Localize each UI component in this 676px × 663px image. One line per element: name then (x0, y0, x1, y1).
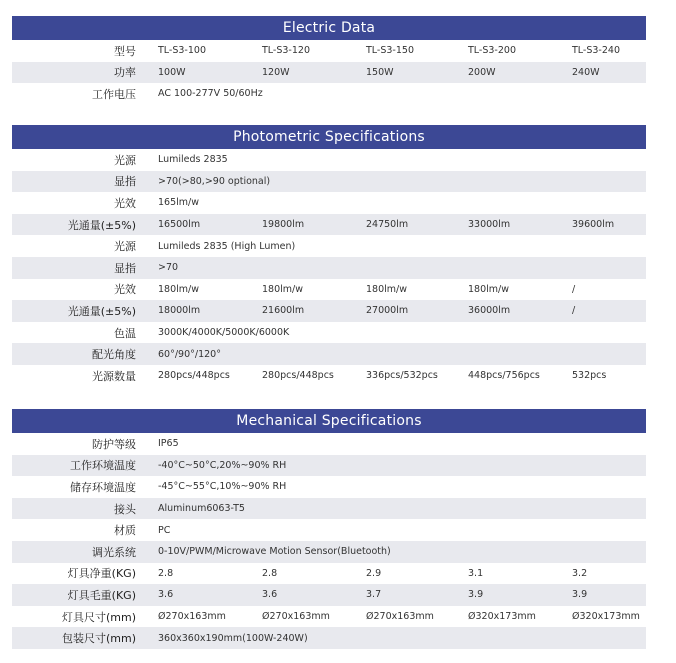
spec-value: 448pcs/756pcs (468, 370, 540, 382)
spec-value: 19800lm (262, 219, 305, 231)
spec-row (12, 40, 646, 62)
spec-row (12, 519, 646, 541)
spec-row (12, 235, 646, 257)
spec-value: 3.6 (262, 589, 278, 601)
spec-value: 3.6 (158, 589, 174, 601)
spec-value: 180lm/w (158, 283, 199, 295)
spec-row (12, 279, 646, 301)
spec-label: 显指 (114, 175, 136, 189)
spec-value: 21600lm (262, 305, 305, 317)
spec-label: 光源 (114, 240, 136, 254)
spec-label: 色温 (114, 326, 136, 340)
spec-value: 60°/90°/120° (158, 348, 221, 360)
spec-value: 120W (262, 66, 290, 78)
spec-row (12, 498, 646, 520)
spec-value: Ø320x173mm (572, 611, 640, 623)
spec-label: 配光角度 (92, 348, 136, 362)
spec-row (12, 322, 646, 344)
photometric-section (12, 125, 646, 387)
spec-value: TL-S3-100 (158, 45, 206, 57)
spec-value: >70(>80,>90 optional) (158, 175, 271, 187)
spec-value: -40°C~50°C,20%~90% RH (158, 459, 287, 471)
spec-value: 3.9 (572, 589, 588, 601)
spec-row (12, 214, 646, 236)
electric-rows (12, 40, 646, 105)
spec-value: 360x360x190mm(100W-240W) (158, 632, 308, 644)
spec-label: 光源数量 (92, 369, 136, 383)
spec-value: 280pcs/448pcs (262, 370, 334, 382)
spec-label: 防护等级 (92, 437, 136, 451)
spec-value: 280pcs/448pcs (158, 370, 230, 382)
spec-value: 18000lm (158, 305, 201, 317)
electric-section (12, 16, 646, 105)
spec-label: 光效 (114, 283, 136, 297)
spec-value: 36000lm (468, 305, 511, 317)
spec-value: 336pcs/532pcs (366, 370, 438, 382)
spec-label: 灯具毛重(KG) (67, 588, 136, 602)
spec-label: 灯具净重(KG) (67, 567, 136, 581)
spec-row (12, 563, 646, 585)
spec-value: AC 100-277V 50/60Hz (158, 88, 263, 100)
spec-label: 型号 (114, 44, 136, 58)
spec-label: 调光系统 (92, 545, 136, 559)
spec-value: 3.7 (366, 589, 382, 601)
mechanical-header: Mechanical Specifications (12, 409, 646, 433)
spec-value: IP65 (158, 438, 179, 450)
spec-value: Ø270x163mm (262, 611, 330, 623)
spec-value: 180lm/w (366, 283, 407, 295)
spec-value: Ø270x163mm (366, 611, 434, 623)
spec-value: 27000lm (366, 305, 409, 317)
spec-value: >70 (158, 262, 179, 274)
spec-value: 240W (572, 66, 600, 78)
spec-value: 0-10V/PWM/Microwave Motion Sensor(Bluetooth) (158, 546, 391, 558)
spec-row (12, 257, 646, 279)
spec-label: 功率 (114, 66, 136, 80)
spec-value: 39600lm (572, 219, 615, 231)
spec-row (12, 476, 646, 498)
spec-value: / (572, 305, 576, 317)
spec-value: 180lm/w (468, 283, 509, 295)
spec-label: 显指 (114, 261, 136, 275)
spec-value: TL-S3-150 (366, 45, 414, 57)
spec-row (12, 627, 646, 649)
spec-label: 光通量(±5%) (67, 304, 136, 318)
spec-value: 180lm/w (262, 283, 303, 295)
spec-value: 24750lm (366, 219, 409, 231)
spec-row (12, 365, 646, 387)
spec-row (12, 433, 646, 455)
spec-row (12, 192, 646, 214)
spec-value: 2.8 (262, 567, 278, 579)
spec-value: 3.2 (572, 567, 588, 579)
spec-row (12, 606, 646, 628)
spec-row (12, 300, 646, 322)
spec-row (12, 171, 646, 193)
spec-value: Ø320x173mm (468, 611, 536, 623)
spec-value: 100W (158, 66, 186, 78)
photometric-header: Photometric Specifications (12, 125, 646, 149)
spec-value: 3.1 (468, 567, 484, 579)
spec-row (12, 343, 646, 365)
electric-header: Electric Data (12, 16, 646, 40)
spec-row (12, 584, 646, 606)
spec-value: 165lm/w (158, 197, 199, 209)
spec-value: 532pcs (572, 370, 607, 382)
spec-label: 工作电压 (92, 87, 136, 101)
spec-label: 接头 (114, 502, 136, 516)
spec-value: -45°C~55°C,10%~90% RH (158, 481, 287, 493)
photometric-rows (12, 149, 646, 387)
spec-value: Ø270x163mm (158, 611, 226, 623)
spec-label: 光源 (114, 153, 136, 167)
spec-value: Aluminum6063-T5 (158, 503, 245, 515)
mechanical-section (12, 409, 646, 649)
spec-row (12, 62, 646, 84)
spec-label: 储存环境温度 (70, 480, 136, 494)
spec-value: TL-S3-240 (572, 45, 620, 57)
spec-value: 2.8 (158, 567, 174, 579)
spec-label: 灯具尺寸(mm) (61, 610, 136, 624)
spec-value: 33000lm (468, 219, 511, 231)
spec-label: 材质 (114, 524, 136, 538)
spec-row (12, 149, 646, 171)
spec-value: PC (158, 524, 171, 536)
spec-label: 光通量(±5%) (67, 218, 136, 232)
spec-value: 16500lm (158, 219, 201, 231)
spec-value: Lumileds 2835 (High Lumen) (158, 240, 296, 252)
spec-label: 包装尺寸(mm) (61, 632, 136, 646)
spec-row (12, 83, 646, 105)
spec-value: TL-S3-200 (468, 45, 516, 57)
spec-value: 2.9 (366, 567, 382, 579)
spec-label: 工作环境温度 (70, 459, 136, 473)
spec-value: / (572, 283, 576, 295)
mechanical-rows (12, 433, 646, 649)
spec-value: 150W (366, 66, 394, 78)
spec-row (12, 541, 646, 563)
spec-value: Lumileds 2835 (158, 154, 228, 166)
spec-value: 3000K/4000K/5000K/6000K (158, 327, 290, 339)
spec-row (12, 455, 646, 477)
spec-label: 光效 (114, 196, 136, 210)
spec-value: TL-S3-120 (262, 45, 310, 57)
spec-value: 200W (468, 66, 496, 78)
spec-value: 3.9 (468, 589, 484, 601)
